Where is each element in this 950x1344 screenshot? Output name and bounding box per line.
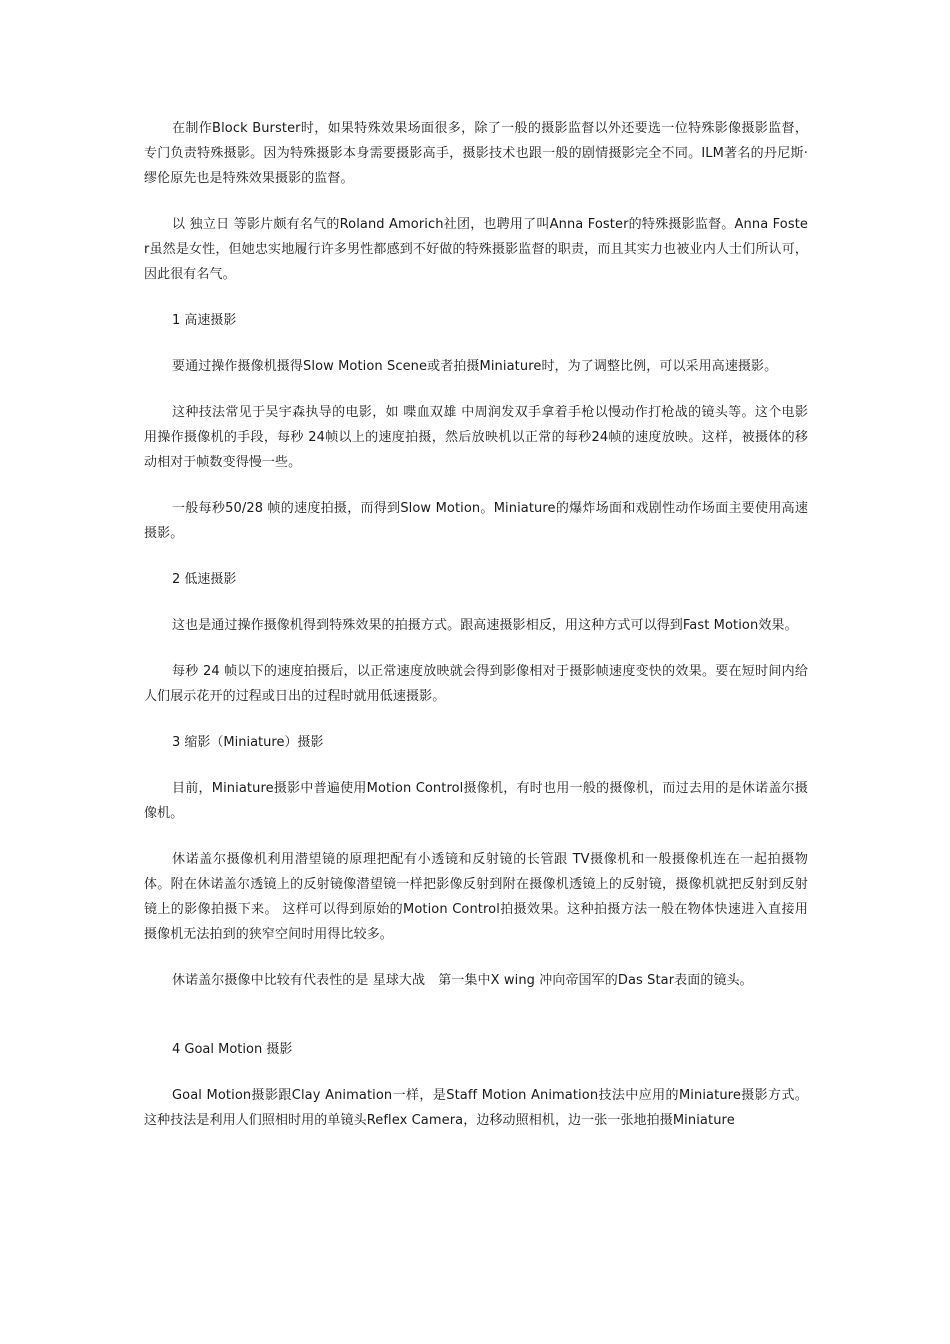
section-heading-miniature: 3 缩影（Miniature）摄影 <box>172 735 324 750</box>
paragraph-john-woo: 这种技法常见于吴宇森执导的电影，如 喋血双雄 中周润发双手拿着手枪以慢动作打枪战的镜头等。这个电影用操作摄像机的手段，每秒 24帧以上的速度拍摄，然后放映机以正常的每秒24帧的速度放映。这样，被摄体的移动相对于帧数变得慢一些。 <box>144 405 808 470</box>
paragraph-spacer <box>144 475 808 496</box>
document-page <box>144 116 808 1133</box>
paragraph-star-wars: 休诺盖尔摄像中比较有代表性的是 星球大战 第一集中X wing 冲向帝国军的Das Star表面的镜头。 <box>172 973 753 988</box>
paragraph-spacer <box>144 191 808 212</box>
paragraph-spacer <box>144 379 808 400</box>
paragraph-spacer <box>144 592 808 613</box>
section-heading-high-speed: 1 高速摄影 <box>172 313 237 328</box>
section-heading-goal-motion: 4 Goal Motion 摄影 <box>172 1042 293 1057</box>
paragraph-spacer <box>144 1062 808 1083</box>
paragraph-spacer <box>144 993 808 1037</box>
paragraph-spacer <box>144 546 808 567</box>
paragraph-block-burster: 在制作Block Burster时，如果特殊效果场面很多，除了一般的摄影监督以外还要选一位特殊影像摄影监督，专门负责特殊摄影。因为特殊摄影本身需要摄影高手，摄影技术也跟一般的剧情摄影完全不同。ILM著名的丹尼斯·缪伦原先也是特殊效果摄影的监督。 <box>144 121 808 186</box>
paragraph-spacer <box>144 826 808 847</box>
paragraph-anna-foster: 以 独立日 等影片颇有名气的Roland Amorich社团，也聘用了叫Anna Foster的特殊摄影监督。Anna Foster虽然是女性，但她忠实地履行许多男性都感到不好做的特殊摄影监督的职责，而且其实力也被业内人士们所认可，因此很有名气。 <box>144 217 808 282</box>
paragraph-spacer <box>144 755 808 776</box>
paragraph-spacer <box>144 333 808 354</box>
paragraph-spacer <box>144 947 808 968</box>
paragraph-periscope: 休诺盖尔摄像机利用潜望镜的原理把配有小透镜和反射镜的长管跟 TV摄像机和一般摄像机连在一起拍摄物体。附在休诺盖尔透镜上的反射镜像潜望镜一样把影像反射到附在摄像机透镜上的反射镜，摄像机就把反射到反射镜上的影像拍摄下来。 这样可以得到原始的Motion Control拍摄效果。这种拍摄方法一般在物体快速进入直接用摄像机无法拍到的狭窄空间时用得比较多。 <box>144 852 808 942</box>
section-heading-low-speed: 2 低速摄影 <box>172 572 237 587</box>
paragraph-low-speed-detail: 每秒 24 帧以下的速度拍摄后，以正常速度放映就会得到影像相对于摄影帧速度变快的效果。要在短时间内给人们展示花开的过程或日出的过程时就用低速摄影。 <box>144 664 808 704</box>
paragraph-goal-motion-detail: Goal Motion摄影跟Clay Animation一样，是Staff Motion Animation技法中应用的Miniature摄影方式。这种技法是利用人们照相时用的单镜头Reflex Camera，边移动照相机，边一张一张地拍摄Miniature <box>144 1088 808 1128</box>
paragraph-spacer <box>144 709 808 730</box>
paragraph-fast-motion: 这也是通过操作摄像机得到特殊效果的拍摄方式。跟高速摄影相反，用这种方式可以得到Fast Motion效果。 <box>172 618 798 633</box>
paragraph-high-speed-intro: 要通过操作摄像机摄得Slow Motion Scene或者拍摄Miniature时，为了调整比例，可以采用高速摄影。 <box>172 359 778 374</box>
paragraph-spacer <box>144 638 808 659</box>
paragraph-frame-rate: 一般每秒50/28 帧的速度拍摄，而得到Slow Motion。Miniature的爆炸场面和戏剧性动作场面主要使用高速摄影。 <box>144 501 808 541</box>
paragraph-spacer <box>144 287 808 308</box>
paragraph-motion-control: 目前，Miniature摄影中普遍使用Motion Control摄像机，有时也用一般的摄像机，而过去用的是休诺盖尔摄像机。 <box>144 781 808 821</box>
